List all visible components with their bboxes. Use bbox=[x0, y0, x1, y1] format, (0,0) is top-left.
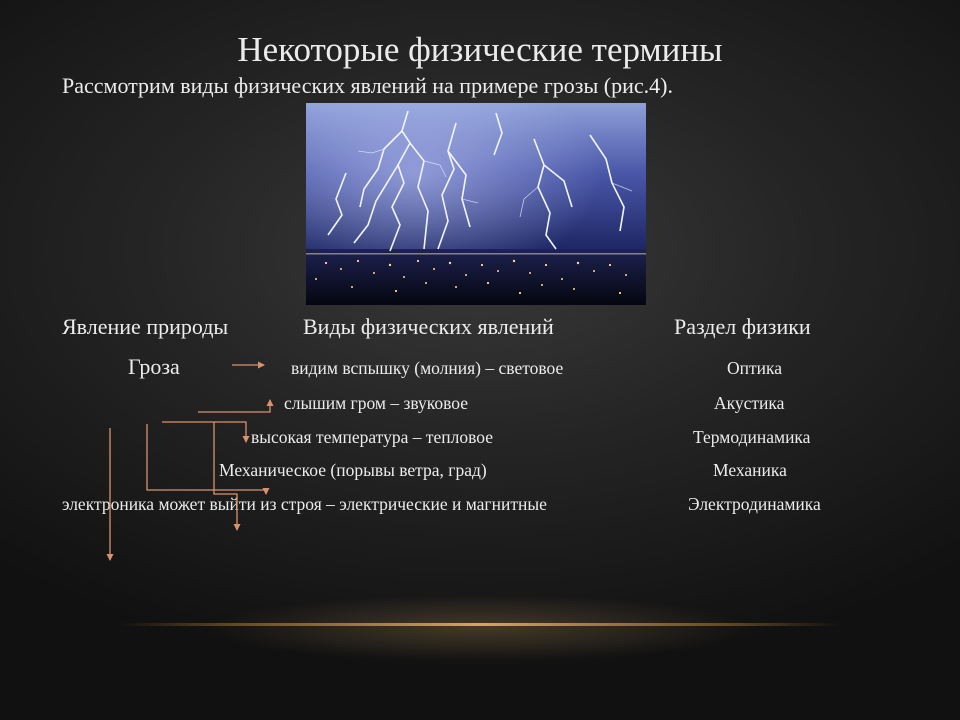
physics-section-1: Оптика bbox=[727, 358, 783, 378]
physics-section-2: Акустика bbox=[714, 393, 785, 413]
phenomenon-type-4: Механическое (порывы ветра, град) bbox=[219, 460, 487, 480]
arrow-to-heat bbox=[162, 422, 246, 442]
header-nature: Явление природы bbox=[62, 314, 229, 339]
header-section: Раздел физики bbox=[674, 314, 811, 339]
phenomenon-type-5: электроника может выйти из строя – электрические и магнитные bbox=[62, 494, 547, 514]
phenomenon-type-1: видим вспышку (молния) – световое bbox=[291, 358, 564, 378]
physics-section-3: Термодинамика bbox=[693, 427, 811, 447]
phenomenon-type-2: слышим гром – звуковое bbox=[284, 393, 469, 413]
physics-section-5: Электродинамика bbox=[688, 494, 821, 514]
slide-subtitle: Рассмотрим виды физических явлений на примере грозы (рис.4). bbox=[62, 73, 673, 98]
phenomenon-type-3: высокая температура – тепловое bbox=[251, 427, 493, 447]
header-types: Виды физических явлений bbox=[303, 314, 554, 339]
arrow-to-mechanical bbox=[214, 422, 237, 530]
arrow-to-sound bbox=[198, 400, 270, 412]
physics-section-4: Механика bbox=[713, 460, 787, 480]
phenomenon-label: Гроза bbox=[128, 354, 180, 379]
slide-title: Некоторые физические термины bbox=[237, 30, 723, 69]
arrow-to-electrical bbox=[147, 424, 266, 494]
